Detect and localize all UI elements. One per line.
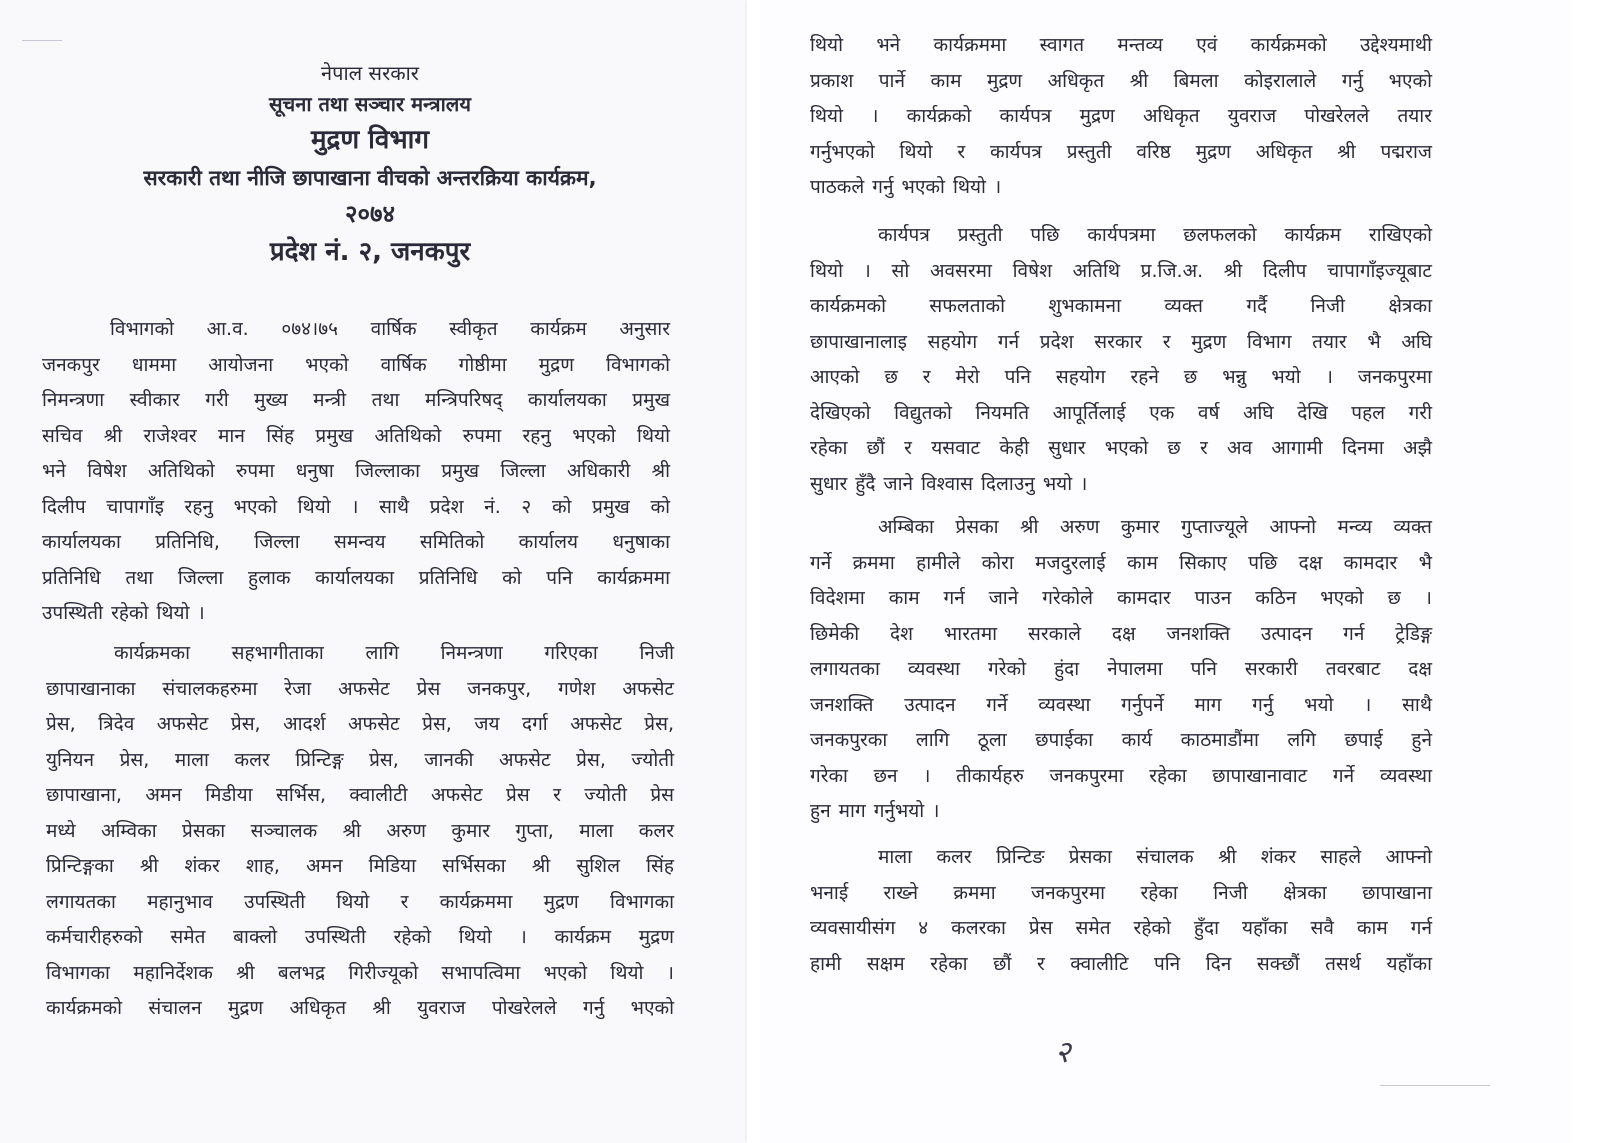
left-paragraph-1	[42, 312, 670, 632]
text-line: कार्यक्रमको सफलताको शुभकामना व्यक्त गर्दै निजी क्षेत्रका	[810, 295, 1432, 317]
text-line: विभागको आ.व. ०७४।७५ वार्षिक स्वीकृत कार्यक्रम अनुसार	[110, 318, 670, 340]
right-paragraph-3	[810, 510, 1432, 830]
text-line: माला कलर प्रिन्टिङ प्रेसका संचालक श्री शंकर साहले आफ्नो	[878, 846, 1432, 868]
text-line: निमन्त्रणा स्वीकार गरी मुख्य मन्त्री तथा मन्त्रिपरिषद् कार्यालयका प्रमुख	[42, 389, 670, 411]
text-line: छापाखानालाइ सहयोग गर्न प्रदेश सरकार र मुद्रण विभाग तयार भै अघि	[810, 330, 1432, 353]
program-title: सरकारी तथा नीजि छापाखाना वीचको अन्तरक्रिया कार्यक्रम,	[143, 166, 597, 190]
text-line: व्यवसायीसंग ४ कलरका प्रेस समेत रहेको हुँदा यहाँका सवै काम गर्न	[810, 917, 1432, 939]
page-gutter	[747, 0, 757, 1143]
right-paragraph-1	[810, 28, 1432, 206]
text-line: भनाई राख्ने क्रममा जनकपुरमा रहेका निजी क्षेत्रका छापाखाना	[810, 881, 1432, 904]
text-line: उपस्थिती रहेको थियो ।	[42, 602, 205, 624]
text-line: मध्ये अम्विका प्रेसका सञ्चालक श्री अरुण कुमार गुप्ता, माला कलर	[46, 819, 674, 842]
text-line: जनकपुर धाममा आयोजना भएको वार्षिक गोष्ठीमा मुद्रण विभागको	[42, 353, 670, 376]
text-line: गर्नुभएको थियो र कार्यपत्र प्रस्तुती वरिष्ठ मुद्रण अधिकृत श्री पद्मराज	[810, 140, 1432, 163]
text-line: प्रतिनिधि तथा जिल्ला हुलाक कार्यालयका प्रतिनिधि को पनि कार्यक्रममा	[42, 566, 670, 589]
text-line: गर्ने क्रममा हामीले कोरा मजदुरलाई काम सिकाए पछि दक्ष कामदार भै	[810, 551, 1432, 574]
text-line: प्रिन्टिङ्गका श्री शंकर शाह, अमन मिडिया सर्भिसका श्री सुशिल सिंह	[46, 855, 674, 877]
text-line: भने विषेश अतिथिको रुपमा धनुषा जिल्लाका प्रमुख जिल्ला अधिकारी श्री	[42, 460, 670, 482]
scan-mark	[1380, 1085, 1490, 1086]
left-paragraph-2	[46, 636, 674, 1027]
text-line: जनकपुरका लागि ठूला छपाईका कार्य काठमाडौंमा लगि छपाई हुने	[810, 729, 1432, 751]
text-line: हामी सक्षम रहेका छौं र क्वालीटि पनि दिन सक्छौं तसर्थ यहाँका	[810, 952, 1432, 975]
text-line: छापाखानाका संचालकहरुमा रेजा अफसेट प्रेस जनकपुर, गणेश अफसेट	[46, 677, 674, 700]
text-line: लगायतका व्यवस्था गरेको हुंदा नेपालमा पनि सरकारी तवरबाट दक्ष	[810, 658, 1432, 680]
text-line: हुन माग गर्नुभयो ।	[810, 800, 940, 822]
text-line: कार्यक्रमको संचालन मुद्रण अधिकृत श्री युवराज पोखरेलले गर्नु भएको	[46, 997, 674, 1019]
text-line: कार्यपत्र प्रस्तुती पछि कार्यपत्रमा छलफलको कार्यक्रम राखिएको	[878, 224, 1432, 246]
text-line: छिमेकी देश भारतमा सरकाले दक्ष जनशक्ति उत्पादन गर्न ट्रेडिङ्ग	[810, 622, 1432, 645]
right-paragraph-4	[810, 840, 1432, 982]
text-line: प्रकाश पार्ने काम मुद्रण अधिकृत श्री बिमला कोइरालाले गर्नु भएको	[810, 69, 1432, 92]
text-line: थियो । सो अवसरमा विषेश अतिथि प्र.जि.अ. श्री दिलीप चापागाँइज्यूबाट	[810, 259, 1432, 282]
text-line: कार्यक्रमका सहभागीताका लागि निमन्त्रणा गरिएका निजी	[114, 642, 674, 664]
text-line: कार्यालयका प्रतिनिधि, जिल्ला समन्वय समितिको कार्यालय धनुषाका	[42, 531, 670, 553]
text-line: सुधार हुँदै जाने विश्वास दिलाउनु भयो ।	[810, 472, 1088, 495]
text-line: देखिएको विद्युतको नियमति आपूर्तिलाई एक वर्ष अघि देखि पहल गरी	[810, 401, 1432, 424]
text-line: दिलीप चापागाँइ रहनु भएको थियो । साथै प्रदेश नं. २ को प्रमुख को	[42, 495, 670, 518]
text-line: विभागका महानिर्देशक श्री बलभद्र गिरीज्यूको सभापत्विमा भएको थियो ।	[46, 961, 674, 984]
page-number: २	[1055, 1035, 1071, 1070]
text-line: गरेका छन । तीकार्यहरु जनकपुरमा रहेका छापाखानावाट गर्ने व्यवस्था	[810, 764, 1432, 787]
document-header	[40, 58, 700, 272]
text-line: युनियन प्रेस, माला कलर प्रिन्टिङ्ग प्रेस, जानकी अफसेट प्रेस, ज्योती	[46, 748, 674, 771]
text-line: छापाखाना, अमन मिडीया सर्भिस, क्वालीटी अफसेट प्रेस र ज्योती प्रेस	[46, 784, 674, 806]
text-line: पाठकले गर्नु भएको थियो ।	[810, 176, 1002, 198]
ministry-name: सूचना तथा सञ्चार मन्त्रालय	[269, 92, 471, 116]
text-line: प्रेस, त्रिदेव अफसेट प्रेस, आदर्श अफसेट प्रेस, जय दर्गा अफसेट प्रेस,	[46, 713, 674, 735]
program-year: २०७४	[345, 200, 395, 228]
text-line: थियो । कार्यक्रको कार्यपत्र मुद्रण अधिकृत युवराज पोखरेलले तयार	[810, 105, 1432, 127]
text-line: अम्बिका प्रेसका श्री अरुण कुमार गुप्ताज्यूले आफ्नो मन्व्य व्यक्त	[878, 516, 1432, 538]
text-line: आएको छ र मेरो पनि सहयोग रहने छ भन्नु भयो । जनकपुरमा	[810, 366, 1432, 388]
text-line: लगायतका महानुभाव उपस्थिती थियो र कार्यक्रममा मुद्रण विभागका	[46, 890, 674, 913]
right-paragraph-2	[810, 218, 1432, 502]
text-line: रहेका छौं र यसवाट केही सुधार भएको छ र अव आगामी दिनमा अझै	[810, 437, 1432, 459]
program-location: प्रदेश नं. २, जनकपुर	[269, 237, 471, 267]
text-line: थियो भने कार्यक्रममा स्वागत मन्तव्य एवं कार्यक्रमको उद्देश्यमाथी	[810, 34, 1432, 56]
text-line: जनशक्ति उत्पादन गर्ने व्यवस्था गर्नुपर्ने माग गर्नु भयो । साथै	[810, 693, 1432, 716]
text-line: कर्मचारीहरुको समेत बाक्लो उपस्थिती रहेको थियो । कार्यक्रम मुद्रण	[46, 926, 674, 948]
text-line: सचिव श्री राजेश्वर मान सिंह प्रमुख अतिथिको रुपमा रहनु भएको थियो	[42, 424, 670, 447]
text-line: विदेशमा काम गर्न जाने गरेकोले कामदार पाउन कठिन भएको छ ।	[810, 587, 1432, 609]
government-name: नेपाल सरकार	[321, 61, 419, 85]
department-name: मुद्रण विभाग	[310, 125, 430, 155]
scan-mark	[22, 40, 62, 41]
